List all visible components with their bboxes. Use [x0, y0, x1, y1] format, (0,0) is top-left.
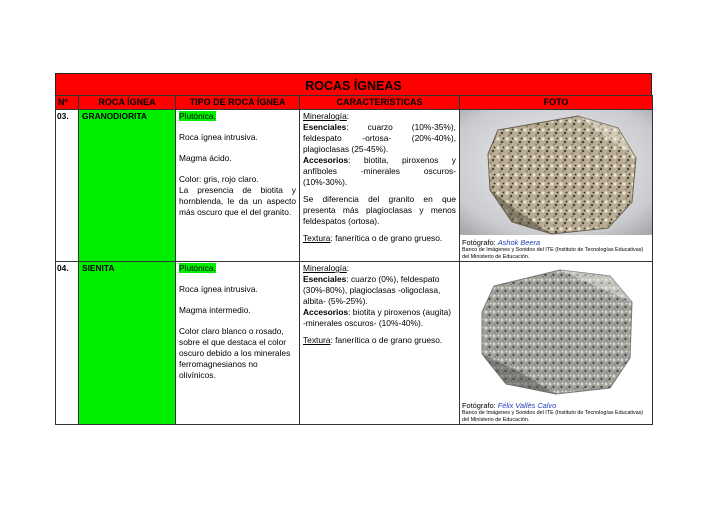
photographer-label: Fotógrafo: — [462, 238, 498, 247]
accesorios-text: : biotita, piroxenos y anfíboles -minerales oscuros- (10%-30%). — [303, 155, 456, 187]
image-bank-credit: Banco de Imágenes y Sonidos del ITE (Instituto de Tecnologías Educativas) del Ministerio de Educación. — [462, 410, 644, 423]
image-bank-credit: Banco de Imágenes y Sonidos del ITE (Instituto de Tecnologías Educativas) del Ministerio de Educación. — [462, 247, 644, 260]
photo-cell — [460, 262, 653, 425]
rocks-table — [55, 95, 653, 425]
mineralogia-label: Mineralogía — [303, 263, 347, 273]
header-num: Nº — [56, 96, 79, 110]
extra-note: Se diferencia del granito en que presenta más plagioclasas y menos feldespatos (ortosa). — [303, 194, 456, 226]
mineralogia-label: Mineralogía — [303, 111, 347, 121]
rocas-igneas-sheet — [55, 73, 652, 425]
header-type: TIPO DE ROCA ÍGNEA — [176, 96, 300, 110]
sheet-title: ROCAS ÍGNEAS — [55, 73, 652, 95]
type-line: Magma intermedio. — [179, 305, 251, 315]
table-row — [56, 110, 653, 262]
esenciales-text: : cuarzo (10%-35%), feldespato -ortosa- (20%-40%), plagioclasas (25-45%). — [303, 122, 456, 154]
photographer-label: Fotógrafo: — [462, 401, 498, 410]
type-line: Roca ígnea intrusiva. — [179, 132, 258, 142]
row-number: 04. — [56, 262, 79, 425]
rock-type-cell — [176, 262, 300, 425]
syenite-photo — [460, 262, 652, 398]
rock-name: GRANODIORITA — [79, 110, 176, 262]
granodiorite-photo — [460, 110, 652, 235]
accesorios-label: Accesorios — [303, 155, 349, 165]
header-row — [56, 96, 653, 110]
header-characteristics: CARACTERÍSTICAS — [300, 96, 460, 110]
photo-cell — [460, 110, 653, 262]
type-tag: Plutónica. — [179, 111, 216, 121]
header-name: ROCA ÍGNEA — [79, 96, 176, 110]
textura-text: : fanerítica o de grano grueso. — [330, 233, 443, 243]
characteristics-cell: Mineralogía: Esenciales: cuarzo (10%-35%), feldespato -ortosa- (20%-40%), plagioclasas (25-45%). Accesorios: biotita, piroxenos y anfíboles -minerales oscuros- (10%-30%). Se diferencia del granito en que presenta más plagioclasas y menos feldespatos (ortosa). Textura: fanerítica o de grano grueso. — [300, 110, 460, 262]
type-line: Roca ígnea intrusiva. — [179, 284, 258, 294]
type-line: Color: gris, rojo claro. — [179, 174, 259, 184]
type-line: Color claro blanco o rosado, sobre el que destaca el color oscuro debido a los minerales ferromagnesianos no olivínicos. — [179, 326, 291, 380]
row-number: 03. — [56, 110, 79, 262]
esenciales-label: Esenciales — [303, 274, 347, 284]
header-photo: FOTO — [460, 96, 653, 110]
rock-name: SIENITA — [79, 262, 176, 425]
esenciales-text: : cuarzo (0%), feldespato (30%-80%), plagioclasas -oligoclasa, albita- (5%-25%). — [303, 274, 441, 306]
textura-label: Textura — [303, 233, 331, 243]
type-line: La presencia de biotita y hornblenda, le da un aspecto más oscuro que el del granito. — [179, 185, 296, 217]
accesorios-text: : biotita y piroxenos (augita) -minerales oscuros- (10%-40%). — [303, 307, 452, 328]
rock-type-cell — [176, 110, 300, 262]
photographer-link[interactable]: Félix Vallès Calvo — [497, 401, 557, 410]
esenciales-label: Esenciales — [303, 122, 347, 132]
type-line: Magma ácido. — [179, 153, 232, 163]
accesorios-label: Accesorios — [303, 307, 349, 317]
photographer-link[interactable]: Ashok Beera — [497, 238, 541, 247]
textura-label: Textura — [303, 335, 331, 345]
textura-text: : fanerítica o de grano grueso. — [330, 335, 443, 345]
table-row — [56, 262, 653, 425]
type-tag: Plutónica. — [179, 263, 216, 273]
characteristics-cell: Mineralogía: Esenciales: cuarzo (0%), feldespato (30%-80%), plagioclasas -oligoclasa, albita- (5%-25%). Accesorios: biotita y piroxenos (augita) -minerales oscuros- (10%-40%). Textura: fanerítica o de grano grueso. — [300, 262, 460, 425]
